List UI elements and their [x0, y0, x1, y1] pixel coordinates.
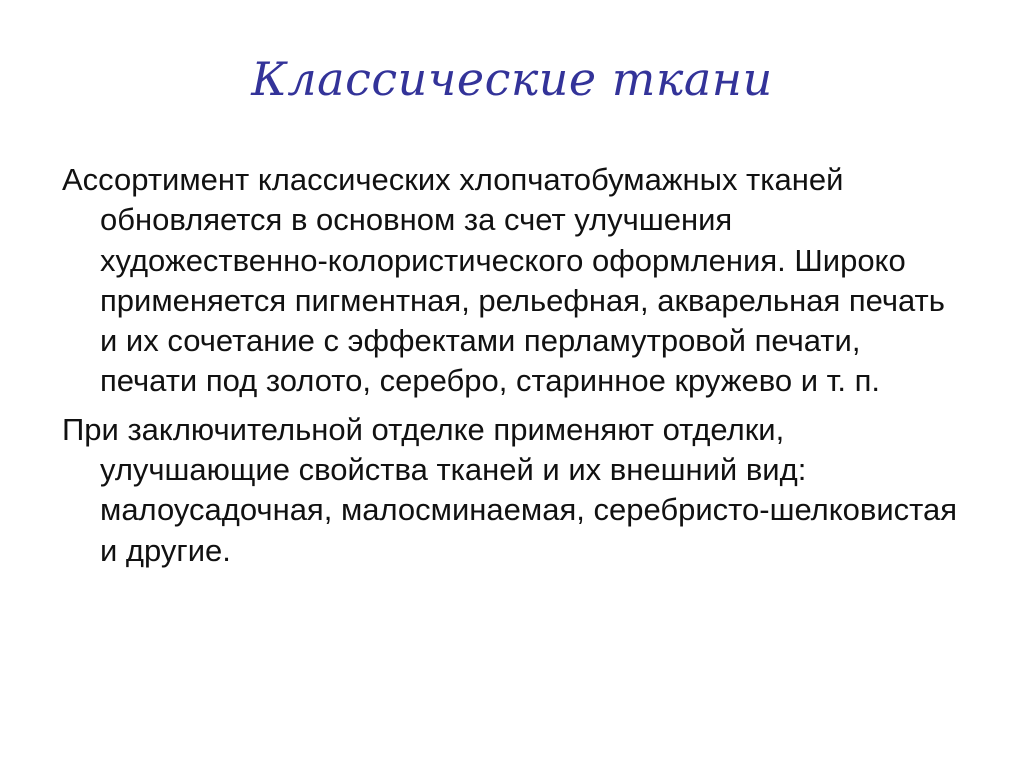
slide-body: [62, 160, 962, 579]
slide-title: Классические ткани: [251, 52, 773, 106]
paragraph-assortment: Ассортимент классических хлопчатобумажных тканей обновляется в основном за счет улучшения художественно-колористического оформления. Широко применяется пигментная, рельефная, акварельная печать и их сочетание с эффектами перламутровой печати, печати под золото, серебро, старинное кружево и т. п.: [62, 162, 945, 399]
paragraph-finishing: При заключительной отделке применяют отделки, улучшающие свойства тканей и их внешний вид: малоусадочная, малосминаемая, серебристо-шелковистая и другие.: [62, 411, 958, 568]
